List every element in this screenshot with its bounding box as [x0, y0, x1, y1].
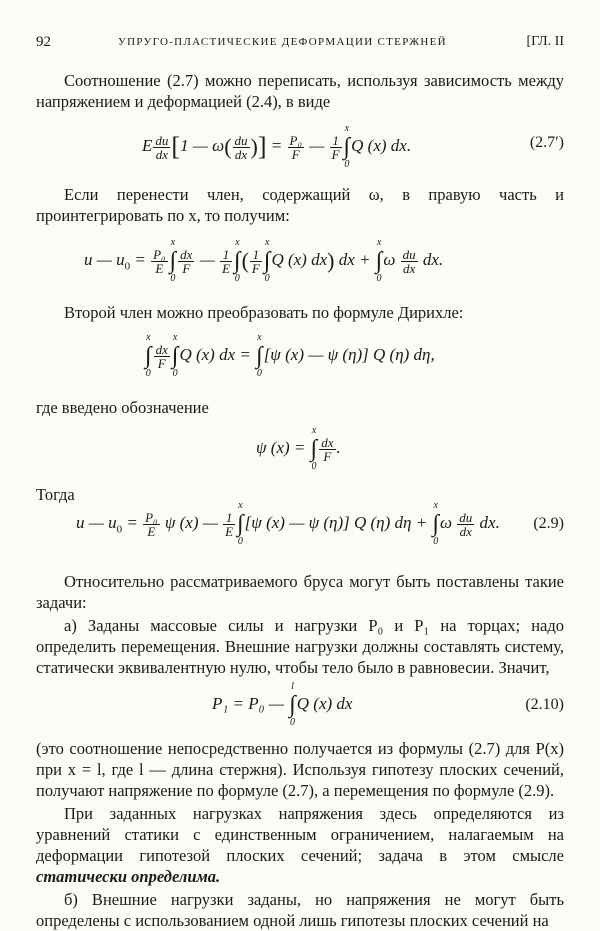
paragraph-9	[36, 803, 564, 887]
paragraph-2: Если перенести член, содержащий ω, в правую часть и проинтегрировать по x, то получим:	[36, 185, 564, 225]
equation-2-10: P₁ = P₀ — l ∫ 0 Q (x) dx (2.10)	[212, 681, 564, 728]
page-header	[36, 34, 564, 56]
chapter-label: [ГЛ. II	[526, 34, 564, 49]
page	[36, 34, 564, 931]
paragraph-4: где введено обозначение	[36, 398, 209, 417]
paragraph-9-text: При заданных нагрузках напряжения здесь определяются из уравнений статики с единственным ограничением, налагаемым на деформации гипотезой плоских сечений; задача в этом смысле	[36, 804, 564, 865]
equation-dirichlet: x ∫ 0 $\frac{dx}{F}$ x ∫ 0 Q (x) dx = x ∫ 0 [ψ (x) — ψ (η)] Q (η) dη,	[145, 332, 435, 379]
running-title: УПРУГО-ПЛАСТИЧЕСКИЕ ДЕФОРМАЦИИ СТЕРЖНЕЙ	[118, 36, 447, 48]
equation-2-9: u — $u_0$ = $\frac{\text{P₀}}{E}$ ψ (x) — $\frac{1}{E}$ x ∫ 0 [ψ (x) — ψ (η)] Q (η) dη + x ∫ 0 ω $\frac{du}{dx}$ dx. (2.9)	[76, 500, 564, 547]
paragraph-5: Тогда	[36, 485, 75, 504]
equation-number: (2.9)	[533, 515, 564, 532]
paragraph-3: Второй член можно преобразовать по формуле Дирихле:	[64, 303, 464, 322]
equation-number: (2.7′)	[529, 134, 564, 151]
paragraph-1: Соотношение (2.7) можно переписать, используя зависимость между напряжением и деформацией (2.4), в виде	[36, 71, 564, 111]
paragraph-6: Относительно рассматриваемого бруса могут быть поставлены такие задачи:	[36, 572, 564, 612]
paragraph-7: а) Заданы массовые силы и нагрузки P₀ и P₁ на торцах; надо определить перемещения. Внешние нагрузки должны составлять систему, статически эквивалентную нулю, чтобы тело было в равновесии. Значит,	[36, 616, 564, 677]
equation-number: (2.10)	[525, 696, 564, 713]
equation-2-7-prime: E $\frac{du}{dx}$ [1 — ω( $\frac{du}{dx}$ )] = $\frac{\text{P₀}}{F}$ — $\frac{1}{F}$ x ∫ 0 Q (x) dx. (2.7′)	[142, 123, 564, 170]
page-number: 92	[36, 34, 51, 50]
paragraph-10: б) Внешние нагрузки заданы, но напряжения не могут быть определены с использованием одной лишь гипотезы плоских сечений на	[36, 890, 564, 930]
equation-psi: ψ (x) = x ∫ 0 $\frac{dx}{F}$ .	[256, 425, 341, 472]
emphasis-statically-determinate: статически определима.	[36, 867, 221, 886]
paragraph-8: (это соотношение непосредственно получается из формулы (2.7) для P(x) при x = l, где l — длина стержня). Используя гипотезу плоских сечений, получают напряжение по формуле (2.7), а перемещения по формуле (2.9).	[36, 739, 564, 800]
equation-displacement: u — $u_0$ = $\frac{\text{P₀}}{E}$ x ∫ 0 $\frac{dx}{F}$ — $\frac{1}{E}$ x ∫ 0 ( $\frac{1}{F}$ x ∫ 0 Q (x) dx) dx + x ∫ 0 ω $\frac{du}{dx}$ dx.	[84, 237, 444, 284]
